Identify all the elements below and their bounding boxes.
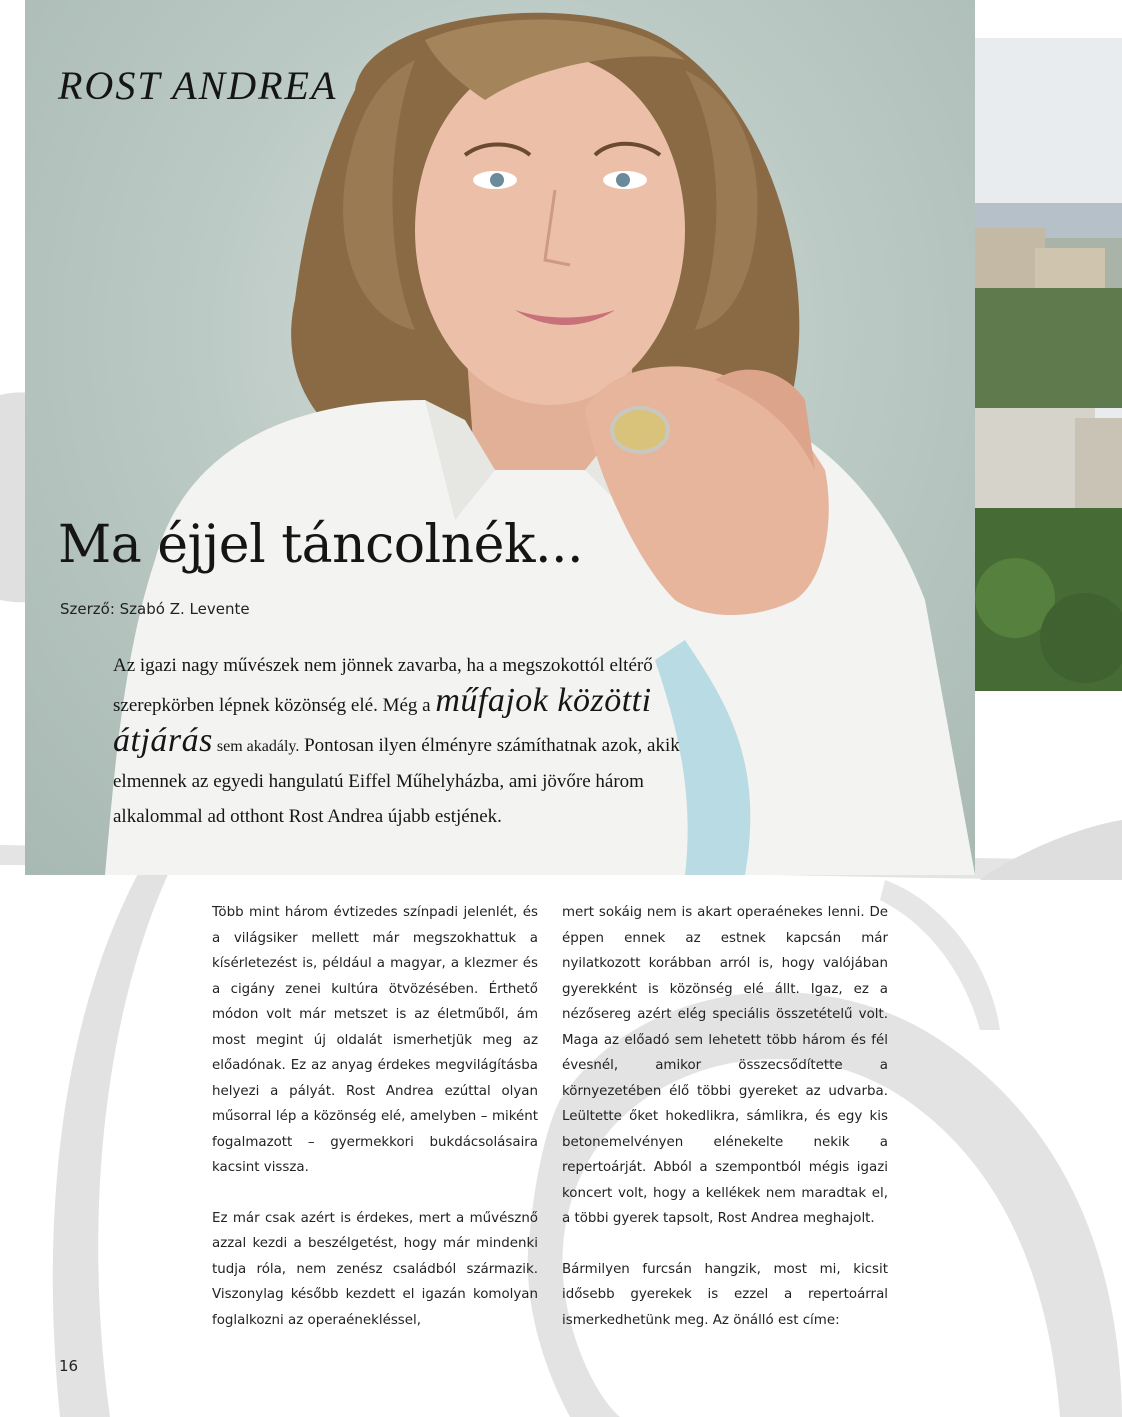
author-byline: Szerző: Szabó Z. Levente [60,600,250,618]
body-paragraph: Több mint három évtizedes színpadi jelenlét, és a világsiker mellett már megszokhattuk a kísérletezést is, például a magyar, a klezmer és a cigány zenei kultúra ötvözésében. Érthető módon volt már metszet is az életműből, ám most megint új oldalát ismerhetjük meg az előadónak. Ez az anyag érdekes megvilágításba helyezi a pályát. Rost Andrea ezúttal olyan műsorral lép a közönség elé, amelyben – miként fogalmazott – gyermekkori bukdácsolásaira kacsint vissza. [212,905,538,1175]
body-paragraph: mert sokáig nem is akart operaénekes lenni. De éppen ennek az estnek kapcsán már nyilatkozott korábban arról is, hogy valójában gyerekként is közönség elé állt. Igaz, ez a nézősereg azért elég speciális összetételű volt. Maga az előadó sem lehetett több három és fél évesnél, amikor összecsődítette a környezetében élő többi gyereket az udvarba. Leültette őket hokedlikra, sámlikra, és egy kis betonemelvényen elénekelte nekik a repertoárját. Abból a szempontból mégis igazi koncert volt, hogy a kellékek nem maradtak el, a többi gyerek tapsolt, Rost Andrea meghajolt. [562,905,888,1226]
lead-text-3: Pontosan ilyen élményre számíthatnak azok, akik elmennek az egyedi hangulatú Eiffel Műhelyházba, ami jövőre három alkalommal ad otthont Rost Andrea újabb estjének. [113,735,680,827]
lead-text-2: sem akadály. [212,738,300,755]
body-column-left [212,900,538,1358]
lead-text-1: Az igazi nagy művészek nem jönnek zavarba, ha a megszokottól eltérő szerepkörben lépnek közönség elé. Még a [113,655,653,716]
article-headline: Ma éjjel táncolnék... [58,515,584,575]
body-paragraph: Bármilyen furcsán hangzik, most mi, kicsit idősebb gyerekek is ezzel a repertoárral ismerkedhetünk meg. Az önálló est címe: [562,1261,888,1328]
body-paragraph: Ez már csak azért is érdekes, mert a művésznő azzal kezdi a beszélgetést, hogy már mindenki tudja róla, nem zenész családból származik. Viszonylag később kezdett el igazán komolyan foglalkozni az operaénekléssel, [212,1210,538,1328]
section-kicker: ROST ANDREA [58,63,338,108]
page-number: 16 [59,1357,79,1375]
lead-paragraph [113,648,703,834]
lead-highlight: műfajok közötti átjárás [113,682,652,759]
cityscape-illustration [975,38,1122,691]
body-column-right [562,900,888,1358]
city-photo [975,38,1122,691]
